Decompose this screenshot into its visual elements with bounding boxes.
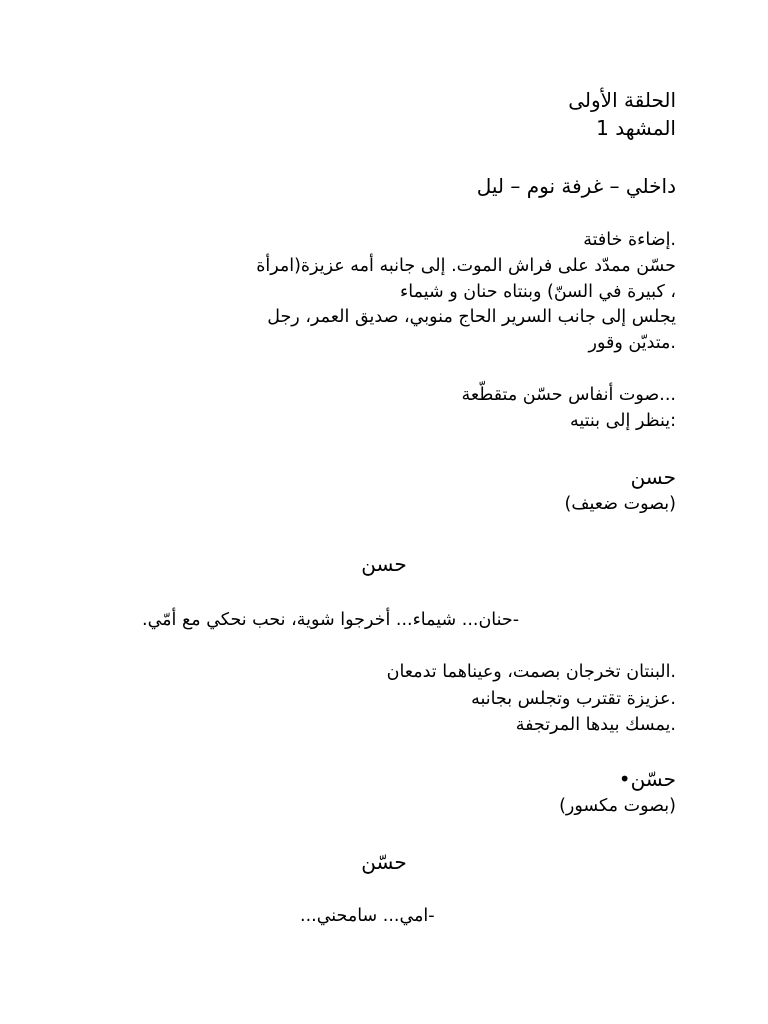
action-line-1: ...صوت أنفاس حسّن متقطّعة bbox=[461, 385, 676, 405]
dialogue-1: -حنان... شيماء... أخرجوا شوية، نحب نحكي مع أمّي. bbox=[142, 610, 520, 630]
description-line-4: يجلس إلى جانب السرير الحاج منوبي، صديق العمر، رجل bbox=[267, 307, 676, 327]
scene-heading: داخلي – غرفة نوم – ليل bbox=[476, 174, 676, 198]
description-line-1: .إضاءة خافتة bbox=[583, 230, 676, 250]
scene-number: المشهد 1 bbox=[596, 116, 676, 140]
episode-title: الحلقة الأولى bbox=[568, 88, 676, 112]
action2-line-2: .عزيزة تقترب وتجلس بجانبه bbox=[471, 689, 676, 709]
action-line-2: :ينظر إلى بنتيه bbox=[569, 411, 676, 431]
description-line-3: ، كبيرة في السنّ) وبنتاه حنان و شيماء bbox=[400, 282, 676, 302]
character-name-2: حسن bbox=[361, 552, 407, 576]
parenthetical-2: (بصوت مكسور) bbox=[559, 796, 676, 816]
character-name-4: حسّن bbox=[361, 850, 407, 874]
description-line-5: .متديّن وقور bbox=[588, 333, 676, 353]
character-name-3: حسّن• bbox=[618, 767, 676, 791]
character-name-1: حسن bbox=[630, 465, 676, 489]
description-line-2: حسّن ممدّد على فراش الموت. إلى جانبه أمه عزيزة(امرأة bbox=[256, 256, 676, 276]
parenthetical-1: (بصوت ضعيف) bbox=[564, 494, 676, 514]
action2-line-1: .البنتان تخرجان بصمت، وعيناهما تدمعان bbox=[386, 662, 676, 682]
action2-line-3: .يمسك بيدها المرتجفة bbox=[515, 715, 676, 735]
dialogue-2: -امي... سامحني... bbox=[300, 906, 435, 926]
